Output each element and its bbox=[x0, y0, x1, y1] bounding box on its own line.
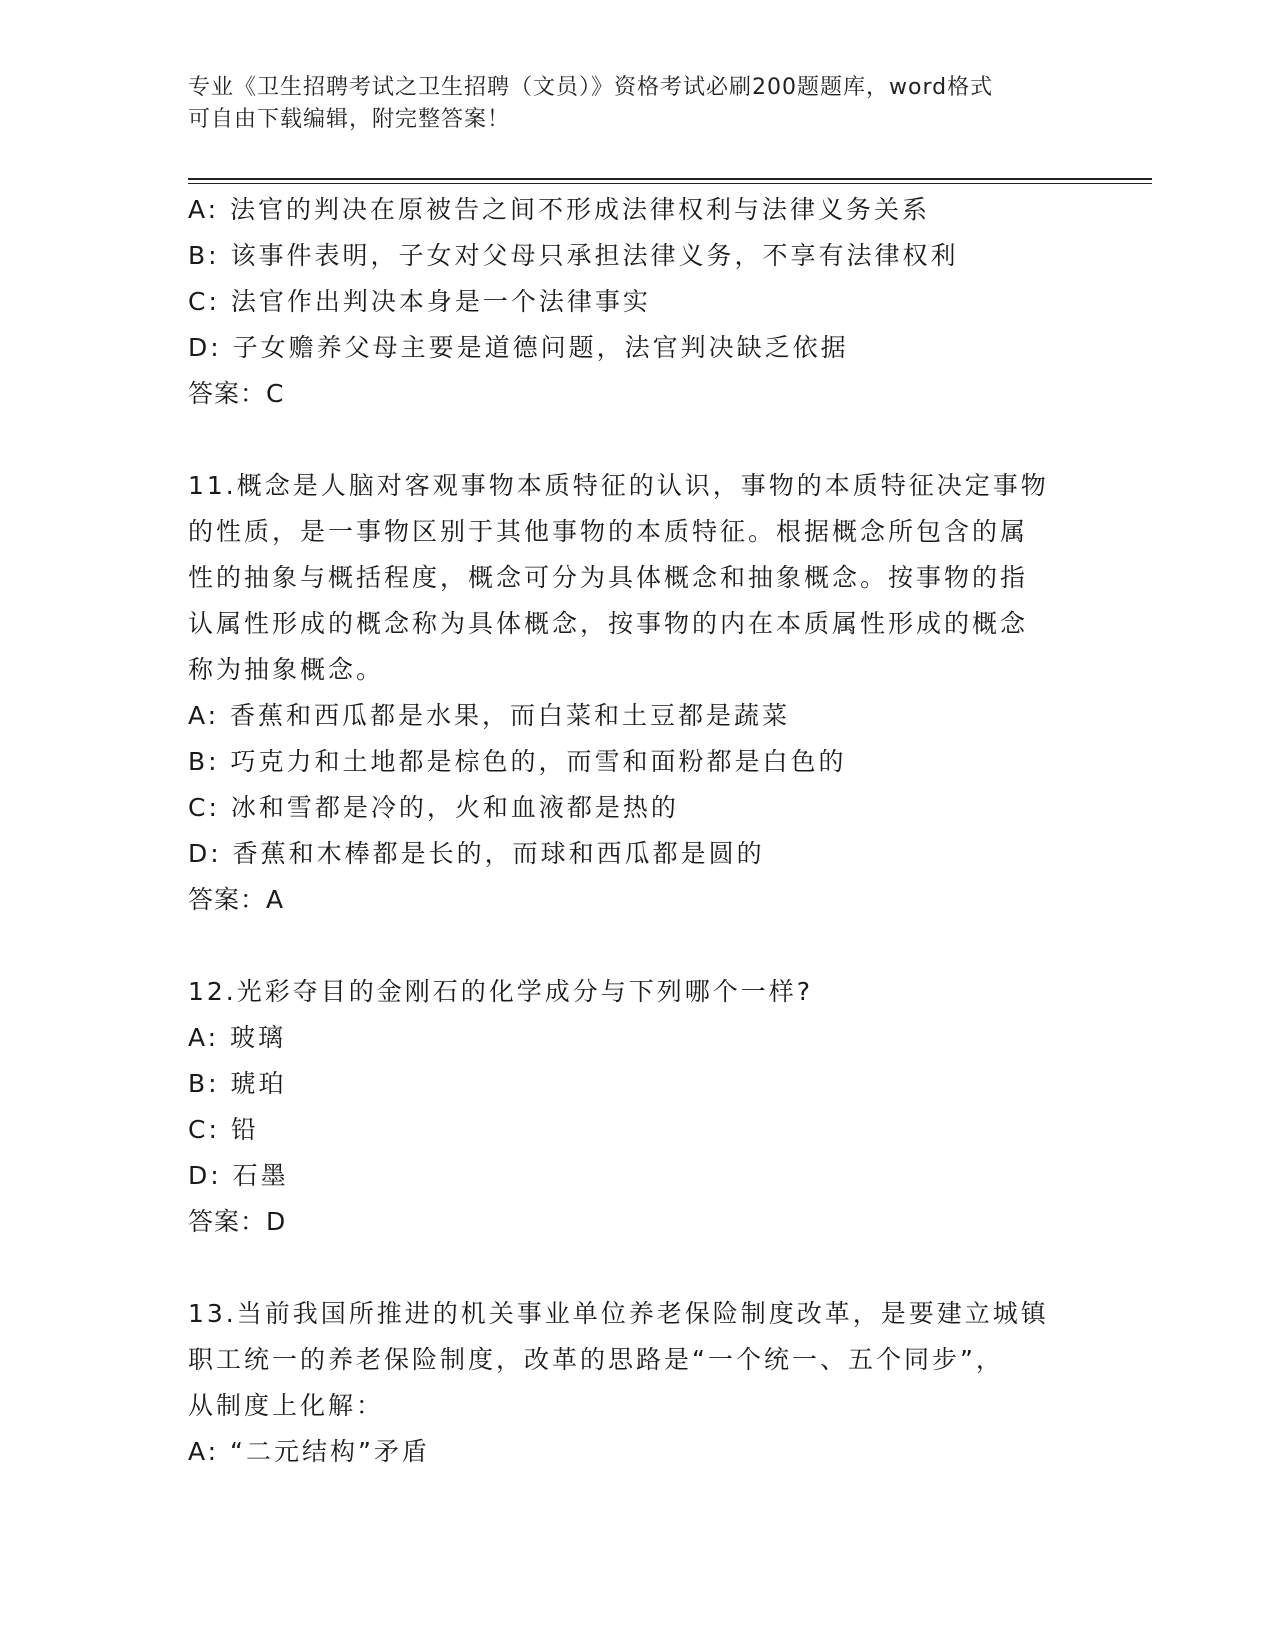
answer-line: 答案：A bbox=[188, 885, 285, 914]
option-d: D: 子女赡养父母主要是道德问题，法官判决缺乏依据 bbox=[188, 333, 849, 362]
answer-line: 答案：D bbox=[188, 1207, 287, 1236]
header-rule-thin bbox=[188, 183, 1152, 184]
stem-line: 性的抽象与概括程度，概念可分为具体概念和抽象概念。按事物的指 bbox=[188, 563, 1029, 592]
stem-line: 称为抽象概念。 bbox=[188, 655, 385, 684]
stem-line: 12.光彩夺目的金刚石的化学成分与下列哪个一样? bbox=[188, 977, 814, 1006]
option-b: B: 琥珀 bbox=[188, 1069, 287, 1098]
header-rule-thick bbox=[188, 178, 1152, 180]
stem-line: 11.概念是人脑对客观事物本质特征的认识，事物的本质特征决定事物 bbox=[188, 471, 1049, 500]
question-gap bbox=[188, 923, 1088, 969]
question-12 bbox=[188, 969, 1088, 1245]
question-11 bbox=[188, 463, 1088, 923]
option-d: D: 香蕉和木棒都是长的，而球和西瓜都是圆的 bbox=[188, 839, 765, 868]
header-title-line-1: 专业《卫生招聘考试之卫生招聘（文员）》资格考试必刷200题题库，word格式 bbox=[188, 75, 994, 100]
question-stem bbox=[188, 463, 1088, 693]
question-10 bbox=[188, 187, 1088, 417]
option-c: C: 铅 bbox=[188, 1115, 259, 1144]
stem-line: 13.当前我国所推进的机关事业单位养老保险制度改革，是要建立城镇 bbox=[188, 1299, 1049, 1328]
option-c: C: 冰和雪都是冷的，火和血液都是热的 bbox=[188, 793, 679, 822]
question-list bbox=[188, 187, 1088, 1475]
stem-line: 的性质，是一事物区别于其他事物的本质特征。根据概念所包含的属 bbox=[188, 517, 1029, 546]
option-b: B: 巧克力和土地都是棕色的，而雪和面粉都是白色的 bbox=[188, 747, 847, 776]
question-stem bbox=[188, 1291, 1088, 1429]
question-gap bbox=[188, 1245, 1088, 1291]
stem-line: 从制度上化解： bbox=[188, 1391, 385, 1420]
header-title-line-2: 可自由下载编辑，附完整答案！ bbox=[188, 107, 511, 132]
question-13 bbox=[188, 1291, 1088, 1475]
stem-line: 认属性形成的概念称为具体概念，按事物的内在本质属性形成的概念 bbox=[188, 609, 1029, 638]
question-gap bbox=[188, 417, 1088, 463]
question-stem bbox=[188, 969, 1088, 1015]
option-a: A: “二元结构”矛盾 bbox=[188, 1437, 430, 1466]
option-b: B: 该事件表明，子女对父母只承担法律义务，不享有法律权利 bbox=[188, 241, 959, 270]
option-a: A: 法官的判决在原被告之间不形成法律权利与法律义务关系 bbox=[188, 195, 931, 224]
option-d: D: 石墨 bbox=[188, 1161, 289, 1190]
answer-line: 答案：C bbox=[188, 379, 285, 408]
option-a: A: 香蕉和西瓜都是水果，而白菜和土豆都是蔬菜 bbox=[188, 701, 791, 730]
document-header bbox=[188, 72, 1068, 136]
stem-line: 职工统一的养老保险制度，改革的思路是“一个统一、五个同步”， bbox=[188, 1345, 1004, 1374]
option-c: C: 法官作出判决本身是一个法律事实 bbox=[188, 287, 651, 316]
option-a: A: 玻璃 bbox=[188, 1023, 287, 1052]
